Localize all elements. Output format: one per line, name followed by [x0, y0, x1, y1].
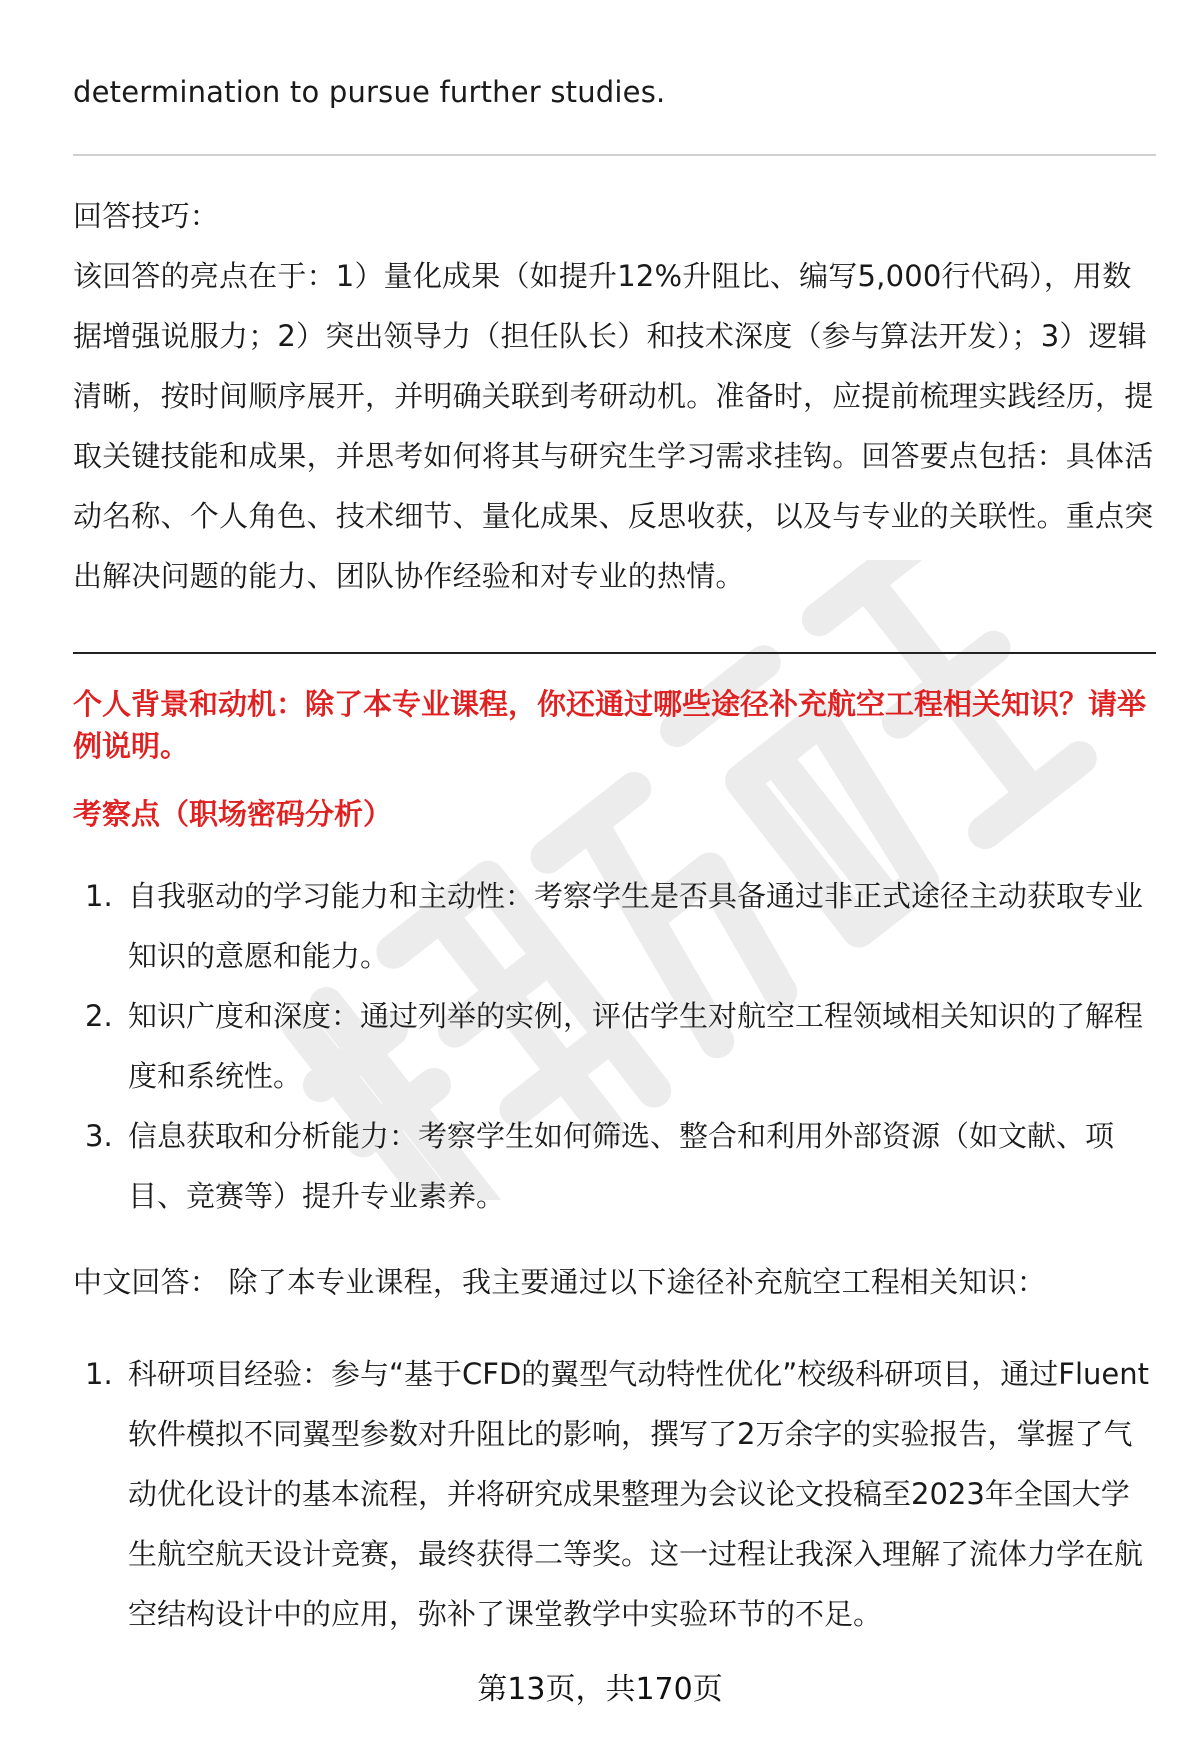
list-item	[73, 986, 1156, 1106]
list-item-text: 信息获取和分析能力：考察学生如何筛选、整合和利用外部资源（如文献、项目、竞赛等）提升专业素养。	[128, 1119, 1115, 1213]
list-item-text: 科研项目经验：参与“基于CFD的翼型气动特性优化”校级科研项目，通过Fluent软件模拟不同翼型参数对升阻比的影响，撰写了2万余字的实验报告，掌握了气动优化设计的基本流程，并将研究成果整理为会议论文投稿至2023年全国大学生航空航天设计竞赛，最终获得二等奖。这一过程让我深入理解了流体力学在航空结构设计中的应用，弥补了课堂教学中实验环节的不足。	[128, 1357, 1150, 1631]
tips-body: 该回答的亮点在于：1）量化成果（如提升12%升阻比、编写5,000行代码），用数据增强说服力；2）突出领导力（担任队长）和技术深度（参与算法开发）；3）逻辑清晰，按时间顺序展开，并明确关联到考研动机。准备时，应提前梳理实践经历，提取关键技能和成果，并思考如何将其与研究生学习需求挂钩。回答要点包括：具体活动名称、个人角色、技术细节、量化成果、反思收获，以及与专业的关联性。重点突出解决问题的能力、团队协作经验和对专业的热情。	[73, 259, 1154, 593]
continuation-text: determination to pursue further studies.	[73, 75, 666, 109]
list-item	[73, 1344, 1156, 1644]
section-divider-light	[73, 154, 1156, 156]
list-item-text: 知识广度和深度：通过列举的实例，评估学生对航空工程领域相关知识的了解程度和系统性。	[128, 999, 1144, 1093]
chinese-answer-list	[73, 1344, 1156, 1644]
list-item-text: 自我驱动的学习能力和主动性：考察学生是否具备通过非正式途径主动获取专业知识的意愿和能力。	[128, 879, 1144, 973]
chinese-answer-intro: 中文回答： 除了本专业课程，我主要通过以下途径补充航空工程相关知识：	[73, 1265, 1047, 1299]
exam-points-label: 考察点（职场密码分析）	[73, 797, 393, 831]
list-item	[73, 866, 1156, 986]
page-footer: 第13页，共170页	[477, 1672, 723, 1707]
section-divider-dark	[73, 652, 1156, 654]
list-item	[73, 1106, 1156, 1226]
list-number: 3.	[85, 1119, 113, 1153]
list-number: 2.	[85, 999, 113, 1033]
tips-label: 回答技巧：	[73, 199, 220, 233]
list-number: 1.	[85, 1357, 113, 1391]
exam-points-list	[73, 866, 1156, 1226]
question-heading: 个人背景和动机：除了本专业课程，你还通过哪些途径补充航空工程相关知识？请举例说明。	[73, 687, 1147, 763]
list-number: 1.	[85, 879, 113, 913]
